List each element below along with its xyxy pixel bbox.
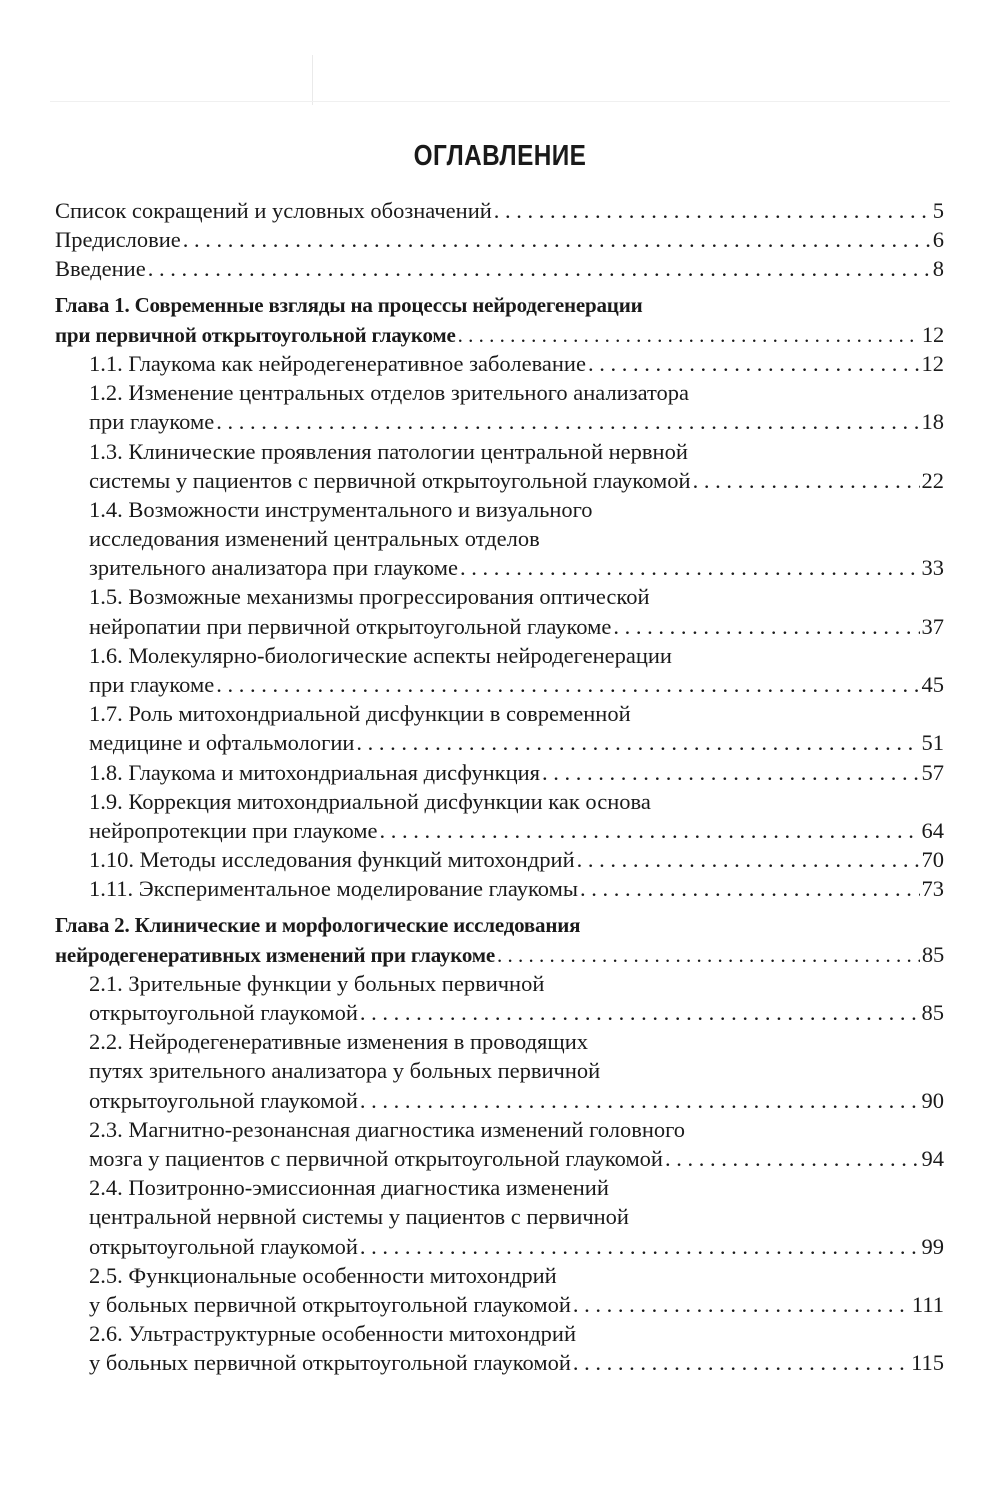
dot-leader — [613, 612, 919, 641]
toc-entry-text: открытоугольной глаукомой — [89, 1087, 358, 1113]
dot-leader — [148, 254, 931, 283]
toc-entry-line — [55, 969, 944, 998]
toc-entry-line — [55, 349, 944, 378]
dot-leader — [360, 998, 920, 1027]
page-number: 8 — [932, 256, 944, 282]
toc-entry-text: 1.6. Молекулярно-биологические аспекты нейродегенерации — [89, 642, 672, 668]
toc-entry-text: исследования изменений центральных отделов — [89, 526, 540, 552]
toc-entry-text: у больных первичной открытоугольной глаукомой — [89, 1291, 571, 1317]
toc-entry-line — [55, 1115, 944, 1144]
page-number: 115 — [911, 1350, 944, 1376]
toc-entry[interactable] — [55, 291, 944, 349]
bleed-through-header — [0, 55, 1000, 110]
toc-entry-text: зрительного анализатора при глаукоме — [89, 555, 458, 581]
toc-entry-line — [55, 1027, 944, 1056]
page-number: 94 — [921, 1146, 944, 1171]
toc-entry[interactable] — [55, 758, 944, 787]
dot-leader — [380, 816, 920, 845]
toc-entry-text: открытоугольной глаукомой — [89, 1000, 358, 1026]
toc-entry-line — [55, 1290, 944, 1319]
toc-entry-line — [55, 437, 944, 466]
toc-entry-line — [55, 1261, 944, 1290]
toc-entry-text: 1.5. Возможные механизмы прогрессирования оптической — [89, 584, 650, 610]
page-number: 57 — [921, 759, 944, 785]
page-number: 85 — [921, 941, 944, 967]
divider — [312, 55, 313, 105]
toc-entry-text: 1.10. Методы исследования функций митохондрий — [89, 847, 575, 873]
toc-entry-text: открытоугольной глаукомой — [89, 1233, 358, 1259]
toc-entry-line — [55, 320, 944, 349]
toc-entry-line — [55, 582, 944, 611]
toc-entry-text: 2.5. Функциональные особенности митохондрий — [89, 1262, 557, 1288]
page-number: 51 — [921, 730, 944, 756]
page-title: ОГЛАВЛЕНИЕ — [413, 140, 587, 172]
toc-entry-text: 1.2. Изменение центральных отделов зрительного анализатора — [89, 380, 690, 406]
toc-entry-line — [55, 1173, 944, 1202]
toc-entry-line — [55, 524, 944, 553]
toc-entry-line — [55, 816, 944, 845]
page-number: 45 — [921, 672, 944, 697]
page-number: 6 — [932, 227, 944, 253]
toc-entry-text: 1.7. Роль митохондриальной дисфункции в современной — [89, 701, 631, 727]
toc-entry[interactable] — [55, 1261, 944, 1319]
toc-entry[interactable] — [55, 254, 944, 283]
toc-entry-line — [55, 845, 944, 874]
dot-leader — [356, 728, 919, 757]
page-number: 99 — [921, 1233, 944, 1259]
toc-entry[interactable] — [55, 582, 944, 640]
toc-entry-line — [55, 291, 944, 320]
toc-entry[interactable] — [55, 1173, 944, 1261]
toc-entry-text: 1.3. Клинические проявления патологии центральной нервной — [89, 438, 688, 464]
toc-entry-line — [55, 699, 944, 728]
toc-entry-line — [55, 225, 944, 254]
dot-leader — [573, 1290, 910, 1319]
toc-entry-text: 2.6. Ультраструктурные особенности митохондрий — [89, 1321, 577, 1347]
toc-entry-line — [55, 874, 944, 903]
toc-entry-line — [55, 728, 944, 757]
toc-entry-line — [55, 378, 944, 407]
toc-entry[interactable] — [55, 911, 944, 969]
page-number: 85 — [921, 1000, 944, 1026]
toc-entry[interactable] — [55, 349, 944, 378]
dot-leader — [580, 874, 920, 903]
page-number: 5 — [932, 198, 944, 223]
dot-leader — [693, 466, 920, 495]
toc-entry[interactable] — [55, 196, 944, 225]
dot-leader — [458, 321, 920, 350]
toc-entry-line — [55, 1086, 944, 1115]
dot-leader — [216, 670, 919, 699]
dot-leader — [460, 553, 920, 582]
toc-entry-text: у больных первичной открытоугольной глаукомой — [89, 1350, 571, 1376]
toc-entry-text: нейродегенеративных изменений при глаукоме — [55, 942, 495, 967]
toc-entry-text: 1.4. Возможности инструментального и визуального — [89, 496, 593, 522]
dot-leader — [360, 1232, 920, 1261]
page-number: 111 — [911, 1291, 944, 1317]
toc-entry-text: 2.4. Позитронно-эмиссионная диагностика изменений — [89, 1175, 609, 1201]
page-number: 64 — [921, 817, 944, 843]
toc-entry-line — [55, 911, 944, 940]
dot-leader — [577, 845, 920, 874]
toc-entry-text: путях зрительного анализатора у больных первичной — [89, 1058, 601, 1084]
toc-entry[interactable] — [55, 437, 944, 495]
toc-entry-line — [55, 1348, 944, 1377]
toc-entry[interactable] — [55, 641, 944, 699]
toc-entry-line — [55, 553, 944, 582]
dot-leader — [360, 1086, 920, 1115]
toc-entry[interactable] — [55, 225, 944, 254]
toc-entry-text: при первичной открытоугольной глаукоме — [55, 322, 456, 347]
toc-entry-text: Введение — [55, 256, 146, 282]
toc-entry[interactable] — [55, 969, 944, 1027]
page-number: 70 — [921, 847, 944, 873]
toc-entry-text: 2.3. Магнитно-резонансная диагностика изменений головного — [89, 1116, 686, 1142]
toc-entry-text: 1.8. Глаукома и митохондриальная дисфункция — [89, 759, 541, 785]
toc-entry[interactable] — [55, 845, 944, 874]
toc-entry-line — [55, 1056, 944, 1085]
toc-entry[interactable] — [55, 1115, 944, 1173]
toc-entry[interactable] — [55, 378, 944, 436]
toc-entry-text: мозга у пациентов с первичной открытоугольной глаукомой — [89, 1146, 663, 1171]
dot-leader — [183, 225, 931, 254]
dot-leader — [665, 1144, 920, 1173]
toc-entry-line — [55, 787, 944, 816]
toc-entry-text: 1.9. Коррекция митохондриальной дисфункции как основа — [89, 788, 651, 814]
toc-entry[interactable] — [55, 874, 944, 903]
toc-entry-text: медицине и офтальмологии — [89, 730, 355, 756]
toc-entry-line — [55, 254, 944, 283]
toc-entry-text: 2.2. Нейродегенеративные изменения в проводящих — [89, 1029, 588, 1055]
toc-entry-line — [55, 495, 944, 524]
toc-entry-line — [55, 940, 944, 969]
toc-entry-line — [55, 670, 944, 699]
divider — [50, 101, 950, 102]
toc-entry-text: системы у пациентов с первичной открытоугольной глаукомой — [89, 467, 691, 493]
toc-entry-line — [55, 758, 944, 787]
dot-leader — [216, 407, 919, 436]
page-number: 37 — [921, 613, 944, 639]
page-number: 73 — [921, 876, 944, 902]
toc-entry-line — [55, 998, 944, 1027]
dot-leader — [588, 349, 920, 378]
dot-leader — [542, 758, 919, 787]
toc-entry-line — [55, 612, 944, 641]
dot-leader — [497, 941, 920, 970]
toc-entry-text: 2.1. Зрительные функции у больных первичной — [89, 970, 545, 996]
table-of-contents — [55, 196, 944, 1378]
page-number: 90 — [921, 1087, 944, 1113]
toc-entry-text: нейропротекции при глаукоме — [89, 817, 378, 843]
toc-entry-text: 1.11. Экспериментальное моделирование глаукомы — [89, 876, 578, 902]
page-number: 12 — [921, 350, 944, 376]
toc-entry-text: Предисловие — [55, 227, 181, 253]
toc-entry-line — [55, 407, 944, 436]
toc-entry[interactable] — [55, 1027, 944, 1115]
toc-entry[interactable] — [55, 787, 944, 845]
toc-entry[interactable] — [55, 1319, 944, 1377]
toc-entry-text: при глаукоме — [89, 409, 215, 435]
toc-entry-line — [55, 1144, 944, 1173]
toc-entry-text: центральной нервной системы у пациентов с первичной — [89, 1204, 629, 1230]
dot-leader — [494, 196, 931, 225]
page-number: 33 — [921, 555, 944, 581]
toc-entry-line — [55, 466, 944, 495]
toc-entry[interactable] — [55, 495, 944, 583]
toc-entry-text: 1.1. Глаукома как нейродегенеративное заболевание — [89, 350, 586, 376]
toc-entry-line — [55, 1232, 944, 1261]
toc-entry-text: при глаукоме — [89, 672, 215, 697]
toc-entry-line — [55, 1319, 944, 1348]
toc-entry-line — [55, 641, 944, 670]
toc-entry[interactable] — [55, 699, 944, 757]
toc-entry-text: Глава 2. Клинические и морфологические исследования — [55, 912, 581, 937]
toc-entry-line — [55, 1202, 944, 1231]
toc-entry-text: Список сокращений и условных обозначений — [55, 198, 492, 223]
toc-entry-text: нейропатии при первичной открытоугольной глаукоме — [89, 613, 612, 639]
toc-entry-text: Глава 1. Современные взгляды на процессы нейродегенерации — [55, 292, 643, 317]
toc-entry-line — [55, 196, 944, 225]
page-number: 12 — [921, 321, 944, 347]
dot-leader — [573, 1348, 909, 1377]
page-number: 18 — [921, 409, 944, 435]
page-number: 22 — [921, 467, 944, 493]
